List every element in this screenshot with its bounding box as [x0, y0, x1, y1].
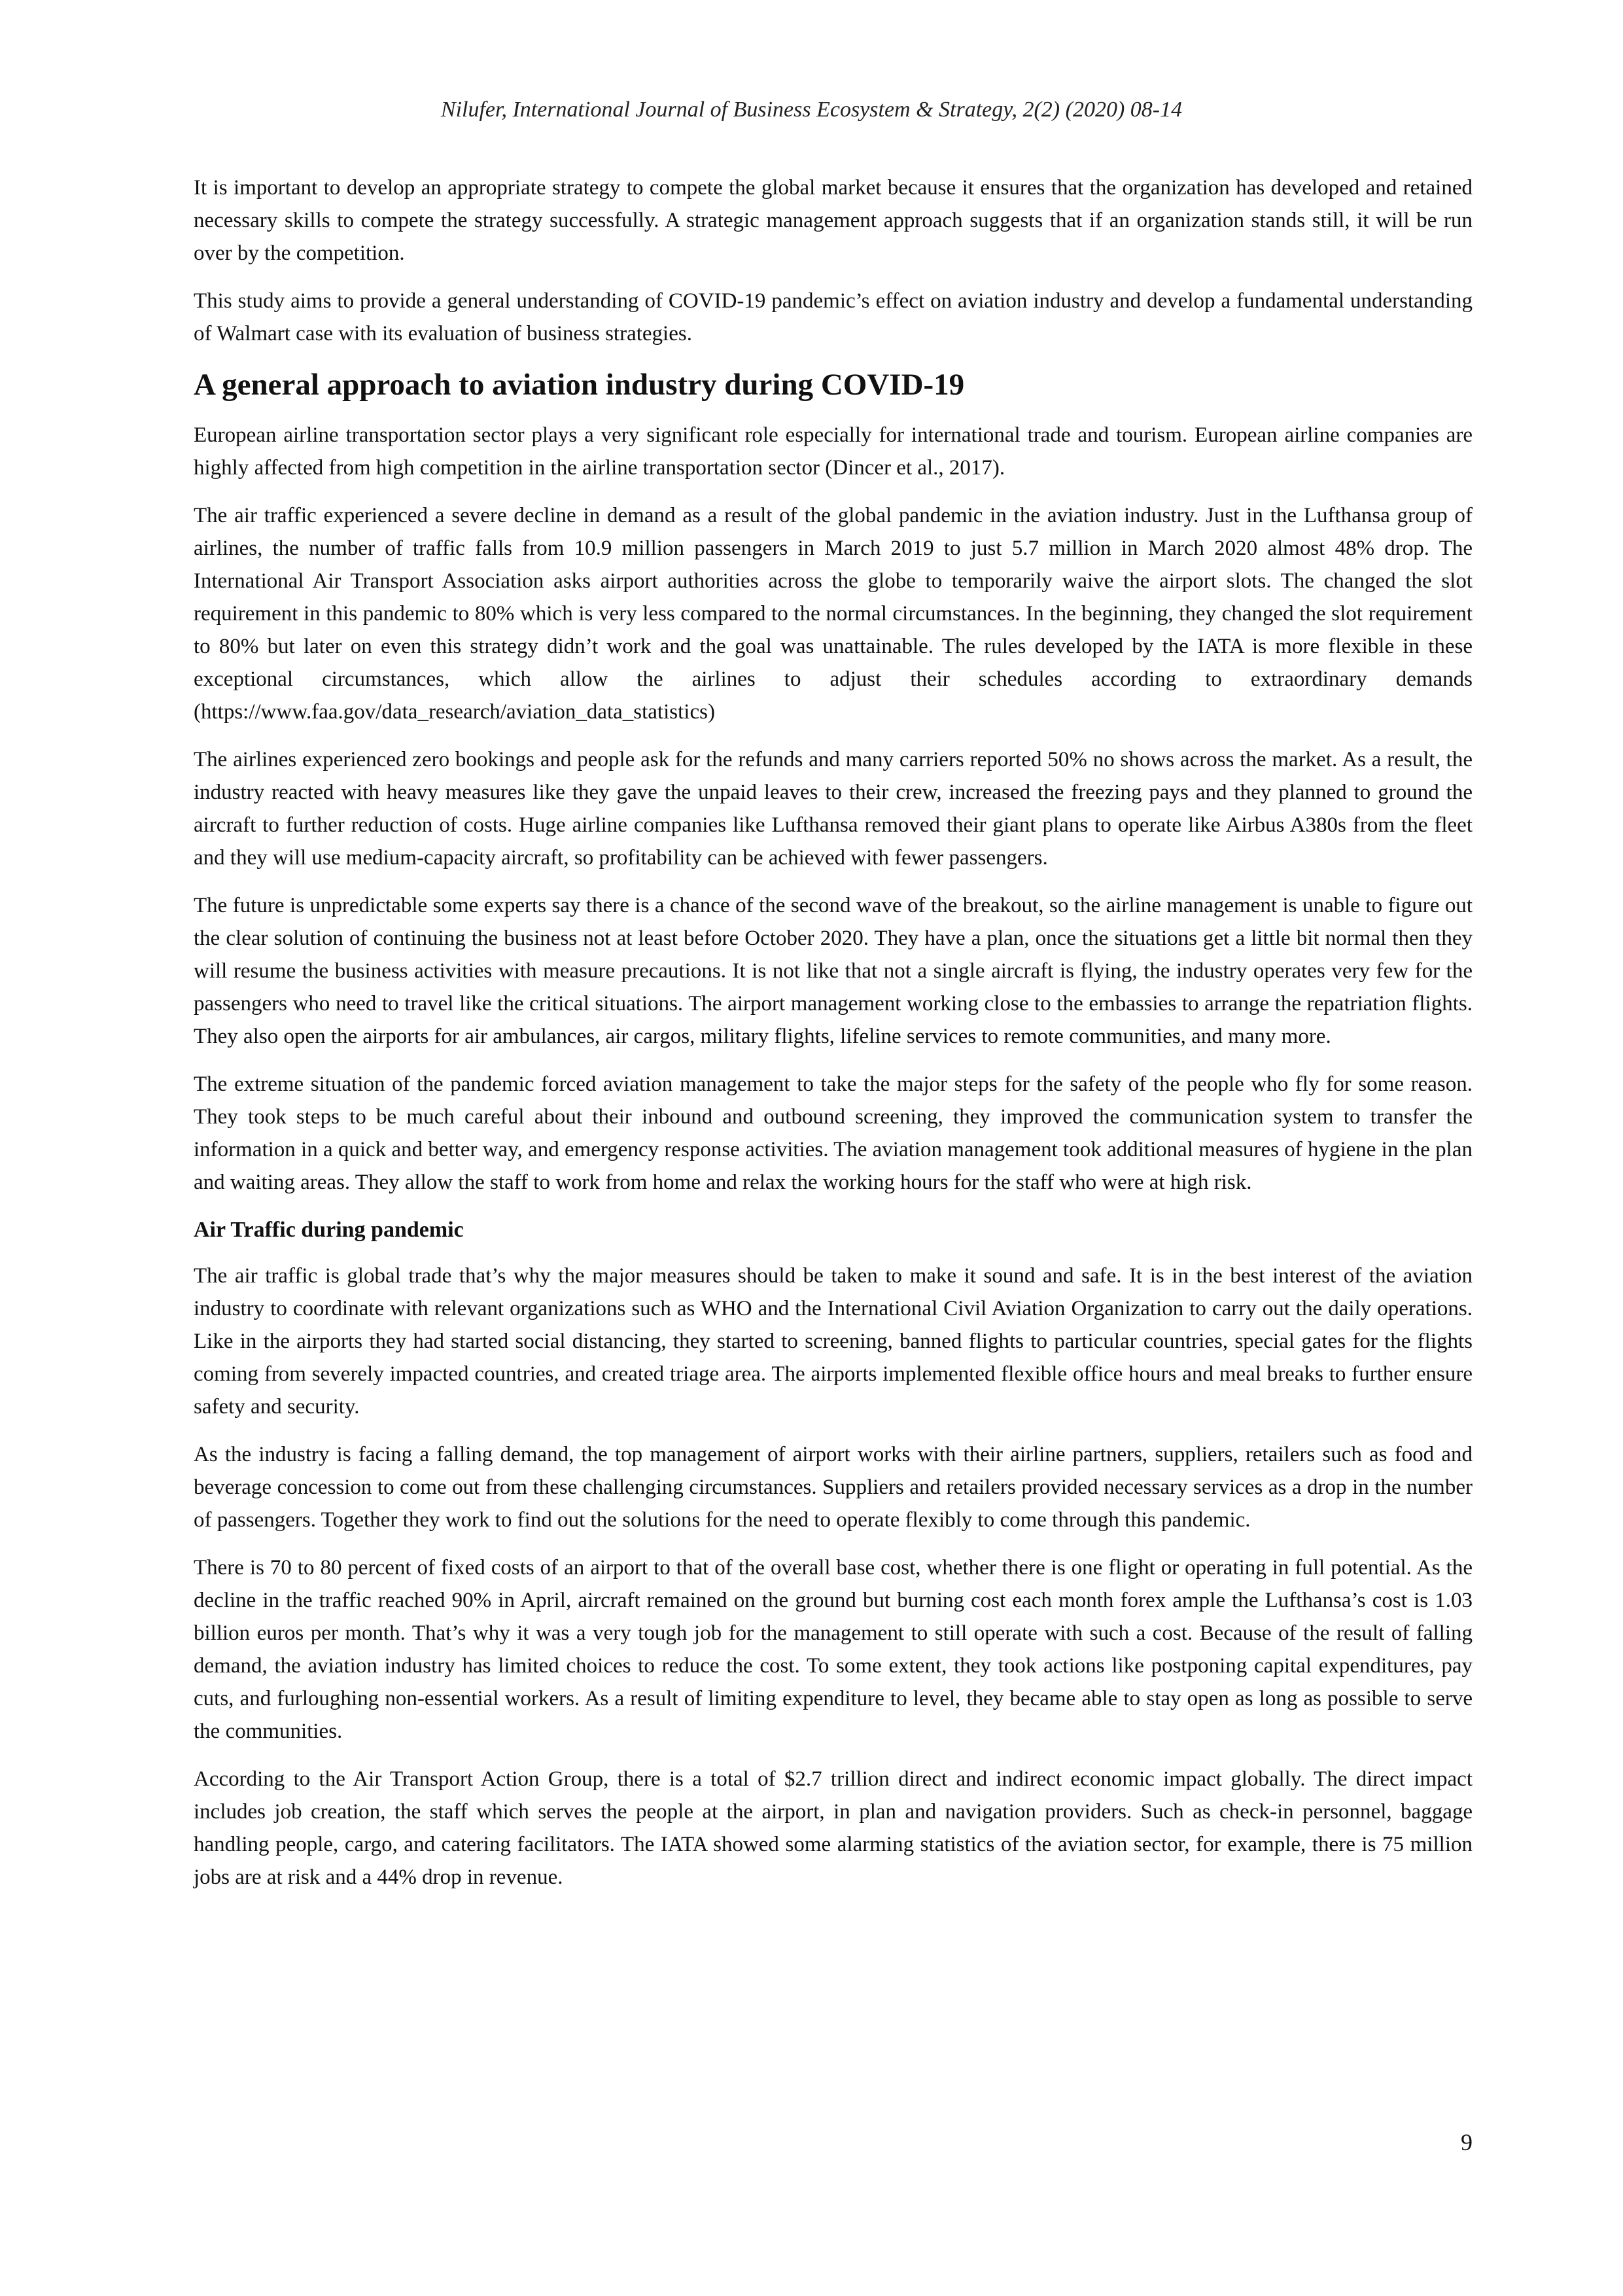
paragraph: This study aims to provide a general understanding of COVID-19 pandemic’s effect on aviation industry and develop a fundamental understanding of Walmart case with its evaluation of business strategies.: [194, 289, 1473, 345]
subsection-heading: Air Traffic during pandemic: [194, 1218, 464, 1242]
page-number: 9: [1461, 2129, 1473, 2155]
paragraph: The air traffic is global trade that’s why the major measures should be taken to make it sound and safe. It is in the best interest of the aviation industry to coordinate with relevant organizations such as WHO and the International Civil Aviation Organization to carry out the daily operations. Like in the airports they had started social distancing, they started to screening, banned flights to particular countries, special gates for the flights coming from severely impacted countries, and created triage area. The airports implemented flexible office hours and meal breaks to further ensure safety and security.: [194, 1264, 1473, 1419]
paragraph: There is 70 to 80 percent of fixed costs of an airport to that of the overall base cost, whether there is one flight or operating in full potential. As the decline in the traffic reached 90% in April, aircraft remained on the ground but burning cost each month forex ample the Lufthansa’s cost is 1.03 billion euros per month. That’s why it was a very tough job for the management to still operate with such a cost. Because of the result of falling demand, the aviation industry has limited choices to reduce the cost. To some extent, they took actions like postponing capital expenditures, pay cuts, and furloughing non-essential workers. As a result of limiting expenditure to level, they became able to stay open as long as possible to serve the communities.: [194, 1556, 1473, 1743]
paragraph: The air traffic experienced a severe decline in demand as a result of the global pandemic in the aviation industry. Just in the Lufthansa group of airlines, the number of traffic falls from 10.9 million passengers in March 2019 to just 5.7 million in March 2020 almost 48% drop. The International Air Transport Association asks airport authorities across the globe to temporarily waive the airport slots. The changed the slot requirement in this pandemic to 80% which is very less compared to the normal circumstances. In the beginning, they changed the slot requirement to 80% but later on even this strategy didn’t work and the goal was unattainable. The rules developed by the IATA is more flexible in these exceptional circumstances, which allow the airlines to adjust their schedules according to extraordinary demands (https://www.faa.gov/data_research/aviation_data_statistics): [194, 504, 1473, 724]
paragraph: The extreme situation of the pandemic forced aviation management to take the major steps for the safety of the people who fly for some reason. They took steps to be much careful about their inbound and outbound screening, they improved the communication system to transfer the information in a quick and better way, and emergency response activities. The aviation management took additional measures of hygiene in the plan and waiting areas. They allow the staff to work from home and relax the working hours for the staff who were at high risk.: [194, 1072, 1473, 1194]
paragraph: The future is unpredictable some experts say there is a chance of the second wave of the breakout, so the airline management is unable to figure out the clear solution of continuing the business not at least before October 2020. They have a plan, once the situations get a little bit normal then they will resume the business activities with measure precautions. It is not like that not a single aircraft is flying, the industry operates very few for the passengers who need to travel like the critical situations. The airport management working close to the embassies to arrange the repatriation flights. They also open the airports for air ambulances, air cargos, military flights, lifeline services to remote communities, and many more.: [194, 894, 1473, 1048]
paragraph: As the industry is facing a falling demand, the top management of airport works with their airline partners, suppliers, retailers such as food and beverage concession to come out from these challenging circumstances. Suppliers and retailers provided necessary services as a drop in the number of passengers. Together they work to find out the solutions for the need to operate flexibly to come through this pandemic.: [194, 1443, 1473, 1532]
paragraph: The airlines experienced zero bookings and people ask for the refunds and many carriers reported 50% no shows across the market. As a result, the industry reacted with heavy measures like they gave the unpaid leaves to their crew, increased the freezing pays and they planned to ground the aircraft to further reduction of costs. Huge airline companies like Lufthansa removed their giant plans to operate like Airbus A380s from the fleet and they will use medium-capacity aircraft, so profitability can be achieved with fewer passengers.: [194, 748, 1473, 870]
article-body: [194, 171, 1473, 1909]
section-heading: A general approach to aviation industry during COVID-19: [194, 368, 965, 402]
paragraph: European airline transportation sector plays a very significant role especially for international trade and tourism. European airline companies are highly affected from high competition in the airline transportation sector (Dincer et al., 2017).: [194, 423, 1473, 480]
running-head: Nilufer, International Journal of Business Ecosystem & Strategy, 2(2) (2020) 08-14: [440, 97, 1183, 122]
paragraph: According to the Air Transport Action Group, there is a total of $2.7 trillion direct and indirect economic impact globally. The direct impact includes job creation, the staff which serves the people at the airport, in plan and navigation providers. Such as check-in personnel, baggage handling people, cargo, and catering facilitators. The IATA showed some alarming statistics of the aviation sector, for example, there is 75 million jobs are at risk and a 44% drop in revenue.: [194, 1767, 1473, 1889]
paragraph: It is important to develop an appropriate strategy to compete the global market because it ensures that the organization has developed and retained necessary skills to compete the strategy successfully. A strategic management approach suggests that if an organization stands still, it will be run over by the competition.: [194, 176, 1473, 265]
